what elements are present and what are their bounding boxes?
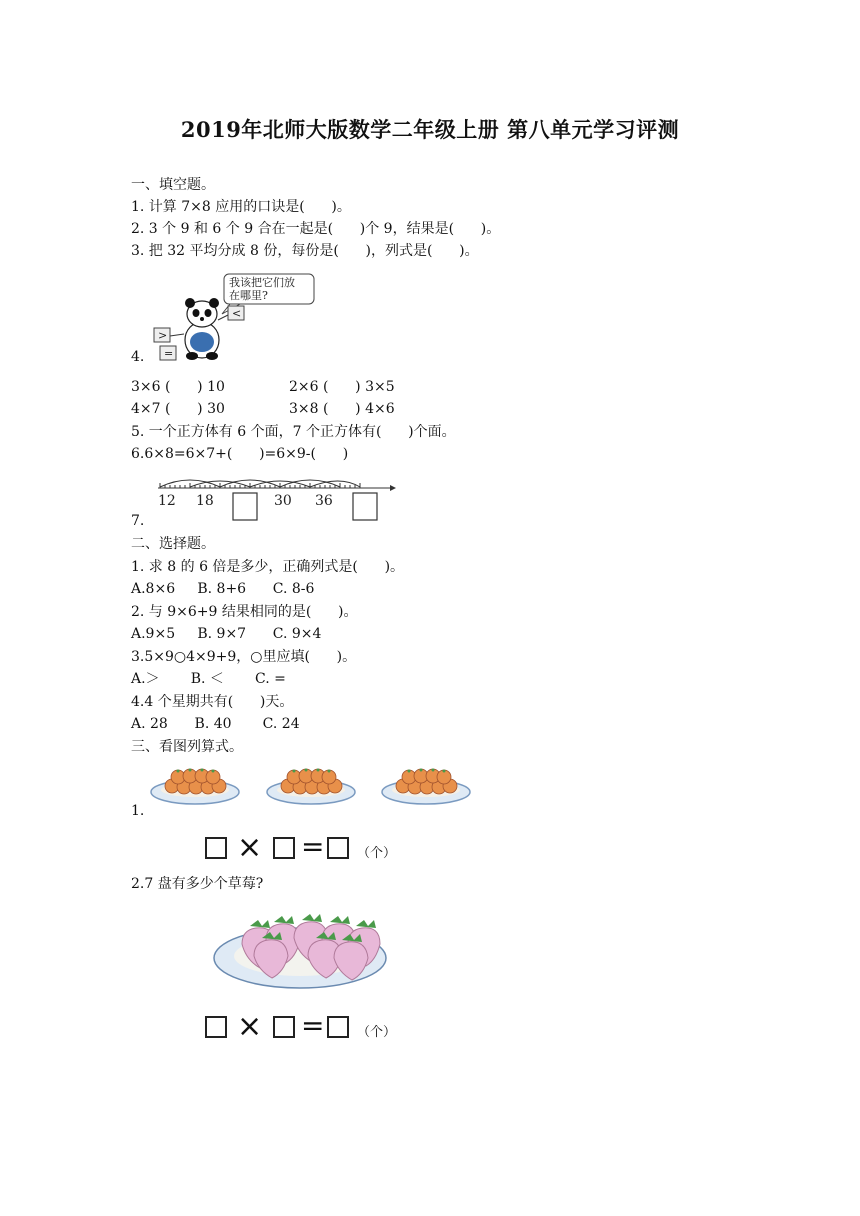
question-1-6: 6.6×8=6×7+( )=6×9-( ) (131, 446, 349, 462)
tick-label: 36 (315, 493, 333, 509)
question-2-3-options: A.＞ B. ＜ C. = (131, 671, 286, 687)
tick-label: 18 (196, 493, 214, 509)
question-2-3: 3.5×9○4×9+9，○里应填( )。 (131, 649, 357, 665)
compare-item: 4×7 ( ) 30 (131, 401, 225, 417)
answer-box[interactable] (273, 837, 295, 859)
answer-box[interactable] (205, 837, 227, 859)
answer-box[interactable] (273, 1016, 295, 1038)
question-3-2: 2.7 盘有多少个草莓? (131, 876, 264, 892)
speech-line-2: 在哪里? (229, 289, 268, 302)
compare-item: 3×8 ( ) 4×6 (289, 401, 395, 417)
panda-illustration (150, 270, 320, 365)
question-2-2: 2. 与 9×6+9 结果相同的是( )。 (131, 604, 358, 620)
orange-plates-illustration (150, 760, 480, 810)
answer-box (353, 493, 377, 520)
question-2-4: 4.4 个星期共有( )天。 (131, 694, 294, 710)
times-sign: × (237, 1009, 263, 1044)
question-1-2: 2. 3 个 9 和 6 个 9 合在一起是( )个 9，结果是( )。 (131, 221, 501, 237)
question-1-7-label: 7. (131, 513, 145, 529)
orange-plate (382, 769, 470, 805)
question-2-4-options: A. 28 B. 40 C. 24 (131, 716, 300, 732)
sign-greater: > (158, 329, 168, 342)
orange-plate (151, 769, 239, 805)
section1-heading: 一、填空题。 (131, 177, 215, 193)
speech-line-1: 我该把它们放 (229, 276, 295, 289)
question-1-3: 3. 把 32 平均分成 8 份，每份是( )，列式是( )。 (131, 243, 479, 259)
question-1-1: 1. 计算 7×8 应用的口诀是( )。 (131, 199, 351, 215)
orange-plate (267, 769, 355, 805)
section2-heading: 二、选择题。 (131, 536, 215, 552)
sign-equal: = (164, 347, 174, 360)
strawberry-plate-illustration (212, 900, 392, 992)
equals-sign: = (301, 1009, 325, 1042)
compare-item: 2×6 ( ) 3×5 (289, 379, 395, 395)
answer-box[interactable] (327, 1016, 349, 1038)
tick-label: 12 (158, 493, 176, 509)
question-2-2-options: A.9×5 B. 9×7 C. 9×4 (131, 626, 322, 642)
answer-box[interactable] (205, 1016, 227, 1038)
question-3-1-label: 1. (131, 803, 145, 819)
sign-less: < (232, 307, 242, 320)
tick-label: 30 (274, 493, 292, 509)
equals-sign: = (301, 830, 325, 863)
compare-item: 3×6 ( ) 10 (131, 379, 225, 395)
page-title: 2019年北师大版数学二年级上册 第八单元学习评测 (180, 117, 680, 142)
question-2-1: 1. 求 8 的 6 倍是多少，正确列式是( )。 (131, 559, 405, 575)
question-2-1-options: A.8×6 B. 8+6 C. 8-6 (131, 581, 315, 597)
answer-box[interactable] (327, 837, 349, 859)
answer-box (233, 493, 257, 520)
section3-heading: 三、看图列算式。 (131, 739, 243, 755)
question-1-4-label: 4. (131, 349, 145, 365)
unit-label: （个） (357, 1025, 397, 1040)
times-sign: × (237, 830, 263, 865)
number-line (150, 465, 400, 525)
question-1-5: 5. 一个正方体有 6 个面，7 个正方体有( )个面。 (131, 424, 456, 440)
unit-label: （个） (357, 846, 397, 861)
